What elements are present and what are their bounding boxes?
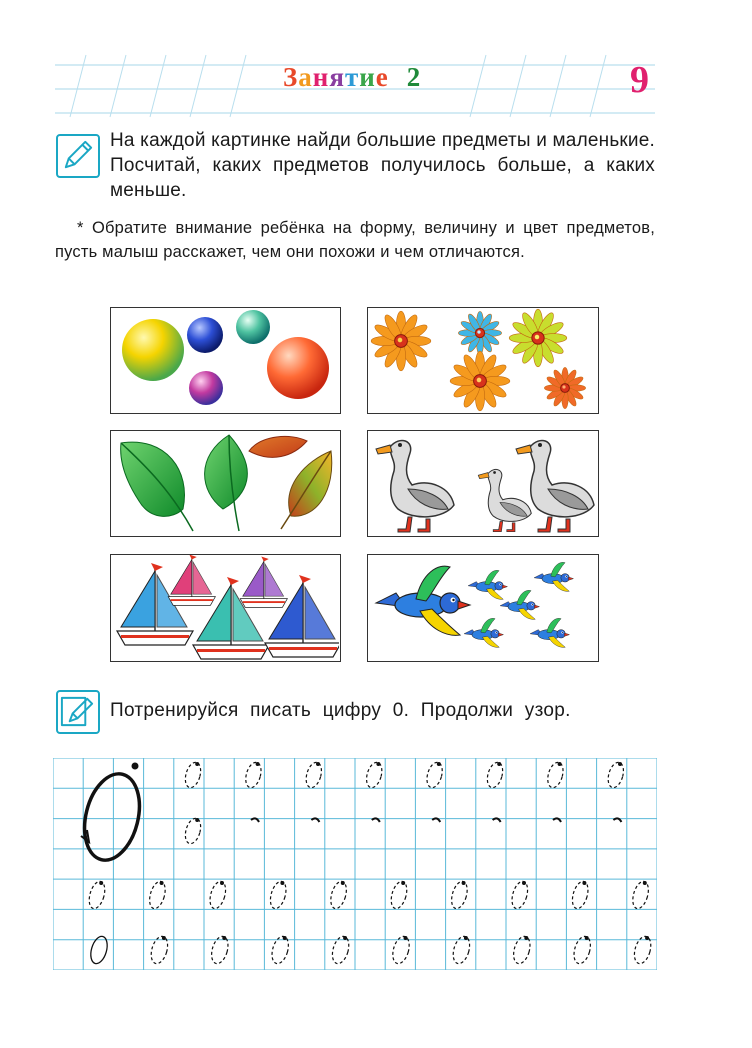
leaf-small-orange xyxy=(249,436,307,457)
picture-birds xyxy=(367,554,599,662)
dotted-zero-r4-dot xyxy=(280,881,284,885)
dotted-zero-r1 xyxy=(424,761,445,790)
dotted-zero-r6-dot xyxy=(222,936,226,940)
lesson-number: 2 xyxy=(406,62,422,92)
dotted-zero-r1 xyxy=(243,761,264,790)
dotted-zero-r4 xyxy=(509,880,530,911)
dotted-zero-r4 xyxy=(449,880,470,911)
flower-small-blue xyxy=(458,311,501,354)
dotted-zero-r1-dot xyxy=(256,762,260,766)
goose-small xyxy=(478,469,531,531)
bird-small-5 xyxy=(530,618,569,647)
flower-big-yellow xyxy=(509,309,567,367)
boat-small-pink xyxy=(168,555,215,605)
dotted-zero-r2-dot xyxy=(195,818,199,822)
lesson-letter: а xyxy=(298,62,313,92)
dotted-zero-r6 xyxy=(209,934,231,965)
dotted-zero-r6-dot xyxy=(283,936,287,940)
dotted-zero-r1-dot xyxy=(316,762,320,766)
lesson-letter: и xyxy=(359,62,376,92)
task1-text: На каждой картинке найди большие предметы и маленькие. Посчитай, каких предметов получилось больше, а каких меньше. xyxy=(110,130,655,201)
dotted-zero-r4 xyxy=(570,880,591,911)
dotted-zero-r1-dot xyxy=(376,762,380,766)
dotted-zero-r1-dot xyxy=(497,762,501,766)
dotted-zero-r6 xyxy=(632,934,654,965)
ball-small-teal xyxy=(236,310,270,344)
lesson-letter: З xyxy=(283,62,299,92)
bird-small-3 xyxy=(500,590,539,619)
picture-balls xyxy=(110,307,341,414)
dotted-zero-r1 xyxy=(303,761,324,790)
dotted-zero-r1 xyxy=(605,761,626,790)
dotted-zero-r4-dot xyxy=(643,881,647,885)
stroke-hook xyxy=(251,818,259,822)
dotted-zero-r6-dot xyxy=(343,936,347,940)
stroke-hook xyxy=(493,818,501,822)
dotted-zero-r1-dot xyxy=(558,762,562,766)
ball-small-purple xyxy=(189,371,223,405)
stroke-hook xyxy=(311,818,319,822)
leaf-big-green-1 xyxy=(121,442,185,516)
ball-big-orange xyxy=(267,337,329,399)
dotted-zero-r6 xyxy=(148,934,170,965)
dotted-zero-r6 xyxy=(330,934,352,965)
dotted-zero-r6-dot xyxy=(404,936,408,940)
dotted-zero-r4 xyxy=(147,880,168,911)
goose-big-1 xyxy=(376,440,454,532)
solid-zero-sample xyxy=(88,934,110,965)
writing-grid[interactable] xyxy=(53,758,657,970)
dotted-zero-r1-dot xyxy=(437,762,441,766)
ball-big-yellow xyxy=(122,319,184,381)
dotted-zero-r6-dot xyxy=(524,936,528,940)
page-number: 9 xyxy=(630,59,649,101)
dotted-zero-r6 xyxy=(390,934,412,965)
stroke-hook xyxy=(432,818,440,822)
dotted-zero-r1 xyxy=(183,761,204,790)
bird-small-4 xyxy=(464,618,503,647)
dotted-zero-r6-dot xyxy=(585,936,589,940)
parent-note xyxy=(55,216,655,264)
goose-big-2 xyxy=(516,440,594,532)
dotted-zero-r4-dot xyxy=(582,881,586,885)
dotted-zero-r4-dot xyxy=(99,881,103,885)
note-text: * Обратите внимание ребёнка на форму, величину и цвет предметов, пусть малыш расскажет, чем они похожи и чем отличаются. xyxy=(55,219,655,261)
lesson-letter: е xyxy=(375,62,389,92)
dotted-zero-r6 xyxy=(511,934,533,965)
dotted-zero-r1-dot xyxy=(618,762,622,766)
lesson-letter: я xyxy=(329,62,345,92)
dotted-zero-r4 xyxy=(328,880,349,911)
ball-small-blue xyxy=(187,317,223,353)
bird-small-1 xyxy=(468,570,507,599)
dotted-zero-r4-dot xyxy=(401,881,405,885)
lesson-title xyxy=(283,62,421,93)
picture-leaves xyxy=(110,430,341,537)
stroke-hook xyxy=(372,818,380,822)
dotted-zero-r2 xyxy=(183,817,204,846)
stroke-hook xyxy=(553,818,561,822)
stroke-hook xyxy=(613,818,621,822)
dotted-zero-r1 xyxy=(545,761,566,790)
lesson-letter: т xyxy=(344,62,360,92)
dotted-zero-r4 xyxy=(268,880,289,911)
pencil-writing-icon xyxy=(56,690,100,734)
picture-flowers xyxy=(367,307,599,414)
bird-big xyxy=(376,566,470,635)
dotted-zero-r6 xyxy=(571,934,593,965)
dotted-zero-r6-dot xyxy=(464,936,468,940)
lesson-letter: н xyxy=(312,62,330,92)
dotted-zero-r4-dot xyxy=(160,881,164,885)
flower-big-orange-2 xyxy=(450,351,510,411)
dotted-zero-r6-dot xyxy=(645,936,649,940)
dotted-zero-r6 xyxy=(269,934,291,965)
dotted-zero-r4 xyxy=(207,880,228,911)
sample-zero-big xyxy=(76,768,148,866)
dotted-zero-r6-dot xyxy=(162,936,166,940)
boat-small-purple xyxy=(240,557,287,608)
dotted-zero-r4 xyxy=(86,880,107,911)
flower-big-orange xyxy=(371,311,431,371)
dotted-zero-r4-dot xyxy=(220,881,224,885)
dotted-zero-r4-dot xyxy=(522,881,526,885)
task2-text: Потренируйся писать цифру 0. Продолжи узор. xyxy=(110,700,571,721)
dotted-zero-r1 xyxy=(485,761,506,790)
dotted-zero-r1-dot xyxy=(195,762,199,766)
dotted-zero-r4 xyxy=(388,880,409,911)
flower-small-red xyxy=(544,367,585,408)
dotted-zero-r1 xyxy=(364,761,385,790)
dotted-zero-r4 xyxy=(630,880,651,911)
dotted-zero-r4-dot xyxy=(462,881,466,885)
start-dot xyxy=(132,763,139,770)
dotted-zero-r4-dot xyxy=(341,881,345,885)
picture-sailboats xyxy=(110,554,341,662)
bird-small-2 xyxy=(534,562,573,591)
leaf-big-green-2 xyxy=(205,435,248,509)
pencil-icon xyxy=(56,134,100,178)
grid-lines xyxy=(53,758,657,970)
picture-geese xyxy=(367,430,599,537)
dotted-zero-r6 xyxy=(450,934,472,965)
